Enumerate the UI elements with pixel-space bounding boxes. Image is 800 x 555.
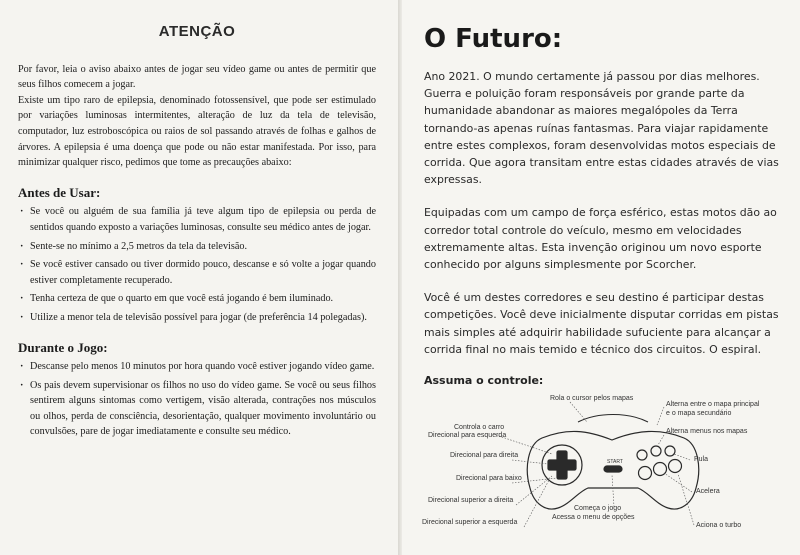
label-scroll-maps: Rola o cursor pelos mapas — [550, 395, 634, 402]
dpad-vertical — [557, 451, 567, 479]
controller-diagram — [402, 380, 800, 555]
start-label: START — [607, 459, 623, 465]
story-paragraph: Você é um destes corredores e seu destino é participar destas competições. Você deve inicialmente disputar corridas em pistas mais simples até adquirir habilidade sufuciente para alcançar a corrida final no mais temido e técnico dos circuitos. O espiral. — [424, 291, 779, 356]
label-toggle-map-2: e o mapa secundário — [666, 410, 732, 417]
label-toggle-map-1: Alterna entre o mapa principal — [666, 401, 760, 408]
warning-intro: Por favor, leia o aviso abaixo antes de jogar seu vídeo game ou antes de permitir que seus filhos comecem a jogar. — [18, 63, 376, 91]
label-controls-car: Controla o carro — [454, 424, 505, 431]
list-item: · Utilize a menor tela de televisão possível para jogar (de preferência 14 polegadas). — [18, 310, 376, 326]
c-button — [669, 460, 682, 473]
start-button-shape — [604, 466, 622, 472]
label-turbo: Aciona o turbo — [696, 522, 742, 529]
during-game-list — [18, 359, 376, 440]
controls-heading: Assuma o controle: — [424, 374, 544, 388]
before-use-list — [18, 204, 376, 325]
label-dpad-up-right: Direcional superior a direita — [428, 497, 514, 504]
label-start-game: Começa o jogo — [574, 505, 622, 512]
list-item: · Tenha certeza de que o quarto em que você está jogando é bem iluminado. — [18, 291, 376, 307]
label-dpad-right: Direcional para direita — [450, 452, 519, 459]
x-button — [637, 450, 647, 460]
label-options-menu: Acessa o menu de opções — [552, 514, 635, 521]
list-item: · Descanse pelo menos 10 minutos por hora quando você estiver jogando vídeo game. — [18, 359, 376, 375]
story-paragraph: Equipadas com um campo de força esférico, estas motos dão ao corredor total controle do veículo, mesmo em velocidades extremamente altas. Esta invenção originou um novo esporte conhecido por alguns simplesmente por Scorcher. — [424, 206, 777, 272]
story-title: O Futuro: — [424, 24, 563, 54]
label-dpad-left: Direcional para esquerda — [428, 432, 507, 439]
z-button — [665, 446, 675, 456]
warning-title: ATENÇÃO — [158, 23, 236, 40]
y-button — [651, 446, 661, 456]
before-use-heading: Antes de Usar: — [18, 184, 101, 200]
a-button — [639, 467, 652, 480]
shoulder-arc — [578, 415, 648, 423]
epilepsy-paragraph: Existe um tipo raro de epilepsia, denominado fotossensível, que pode ser estimulado por variações luminosas intermitentes, alteração de luz da tela de televisão, computador, luz estroboscópica ou raios de sol passando através de folhas e galhos de árvores. A epilepsia é uma doença que pode ou não estar manifestada. Por isso, para minimizar qualquer risco, pedimos que tome as precauções abaixo: — [18, 94, 376, 169]
label-toggle-menus: Alterna menus nos mapas — [666, 428, 748, 435]
during-game-heading: Durante o Jogo: — [18, 339, 108, 355]
label-dpad-down: Direcional para baixo — [456, 475, 522, 482]
list-item: · Se você estiver cansado ou tiver dormido pouco, descanse e só volte a jogar quando estiver completamente recuperado. — [18, 257, 376, 288]
story-paragraph: Ano 2021. O mundo certamente já passou por dias melhores. Guerra e poluição foram responsáveis por grande parte da humanidade abandonar as maiores megalópoles da Terra tornando-as apenas ruínas fantasmas. Para viajar rapidamente entre estes complexos, foram desenvolvidas motos especiais de corrida. Que agora transitam entre estas cidades através de vias expressas. — [424, 70, 779, 187]
list-item: · Os pais devem supervisionar os filhos no uso do vídeo game. Se você ou seus filhos sentirem alguns sintomas como vertigem, visão alterada, contrações nos músculos ou olhos, perda de consciência, desorientação, qualquer movimento involuntário ou convulsões, pare de jogar imediatamente e consulte seu médico. — [18, 378, 376, 440]
label-jump: Pula — [694, 456, 709, 463]
label-dpad-up-left: Direcional superior a esquerda — [422, 519, 518, 526]
warning-page — [0, 0, 398, 555]
list-item: · Sente-se no mínimo a 2,5 metros da tela da televisão. — [18, 239, 376, 255]
label-accelerate: Acelera — [696, 488, 720, 495]
list-item: · Se você ou alguém de sua família já teve algum tipo de epilepsia ou perda de sentidos quando exposto a variações luminosas, consulte seu médico antes de jogar. — [18, 204, 376, 235]
